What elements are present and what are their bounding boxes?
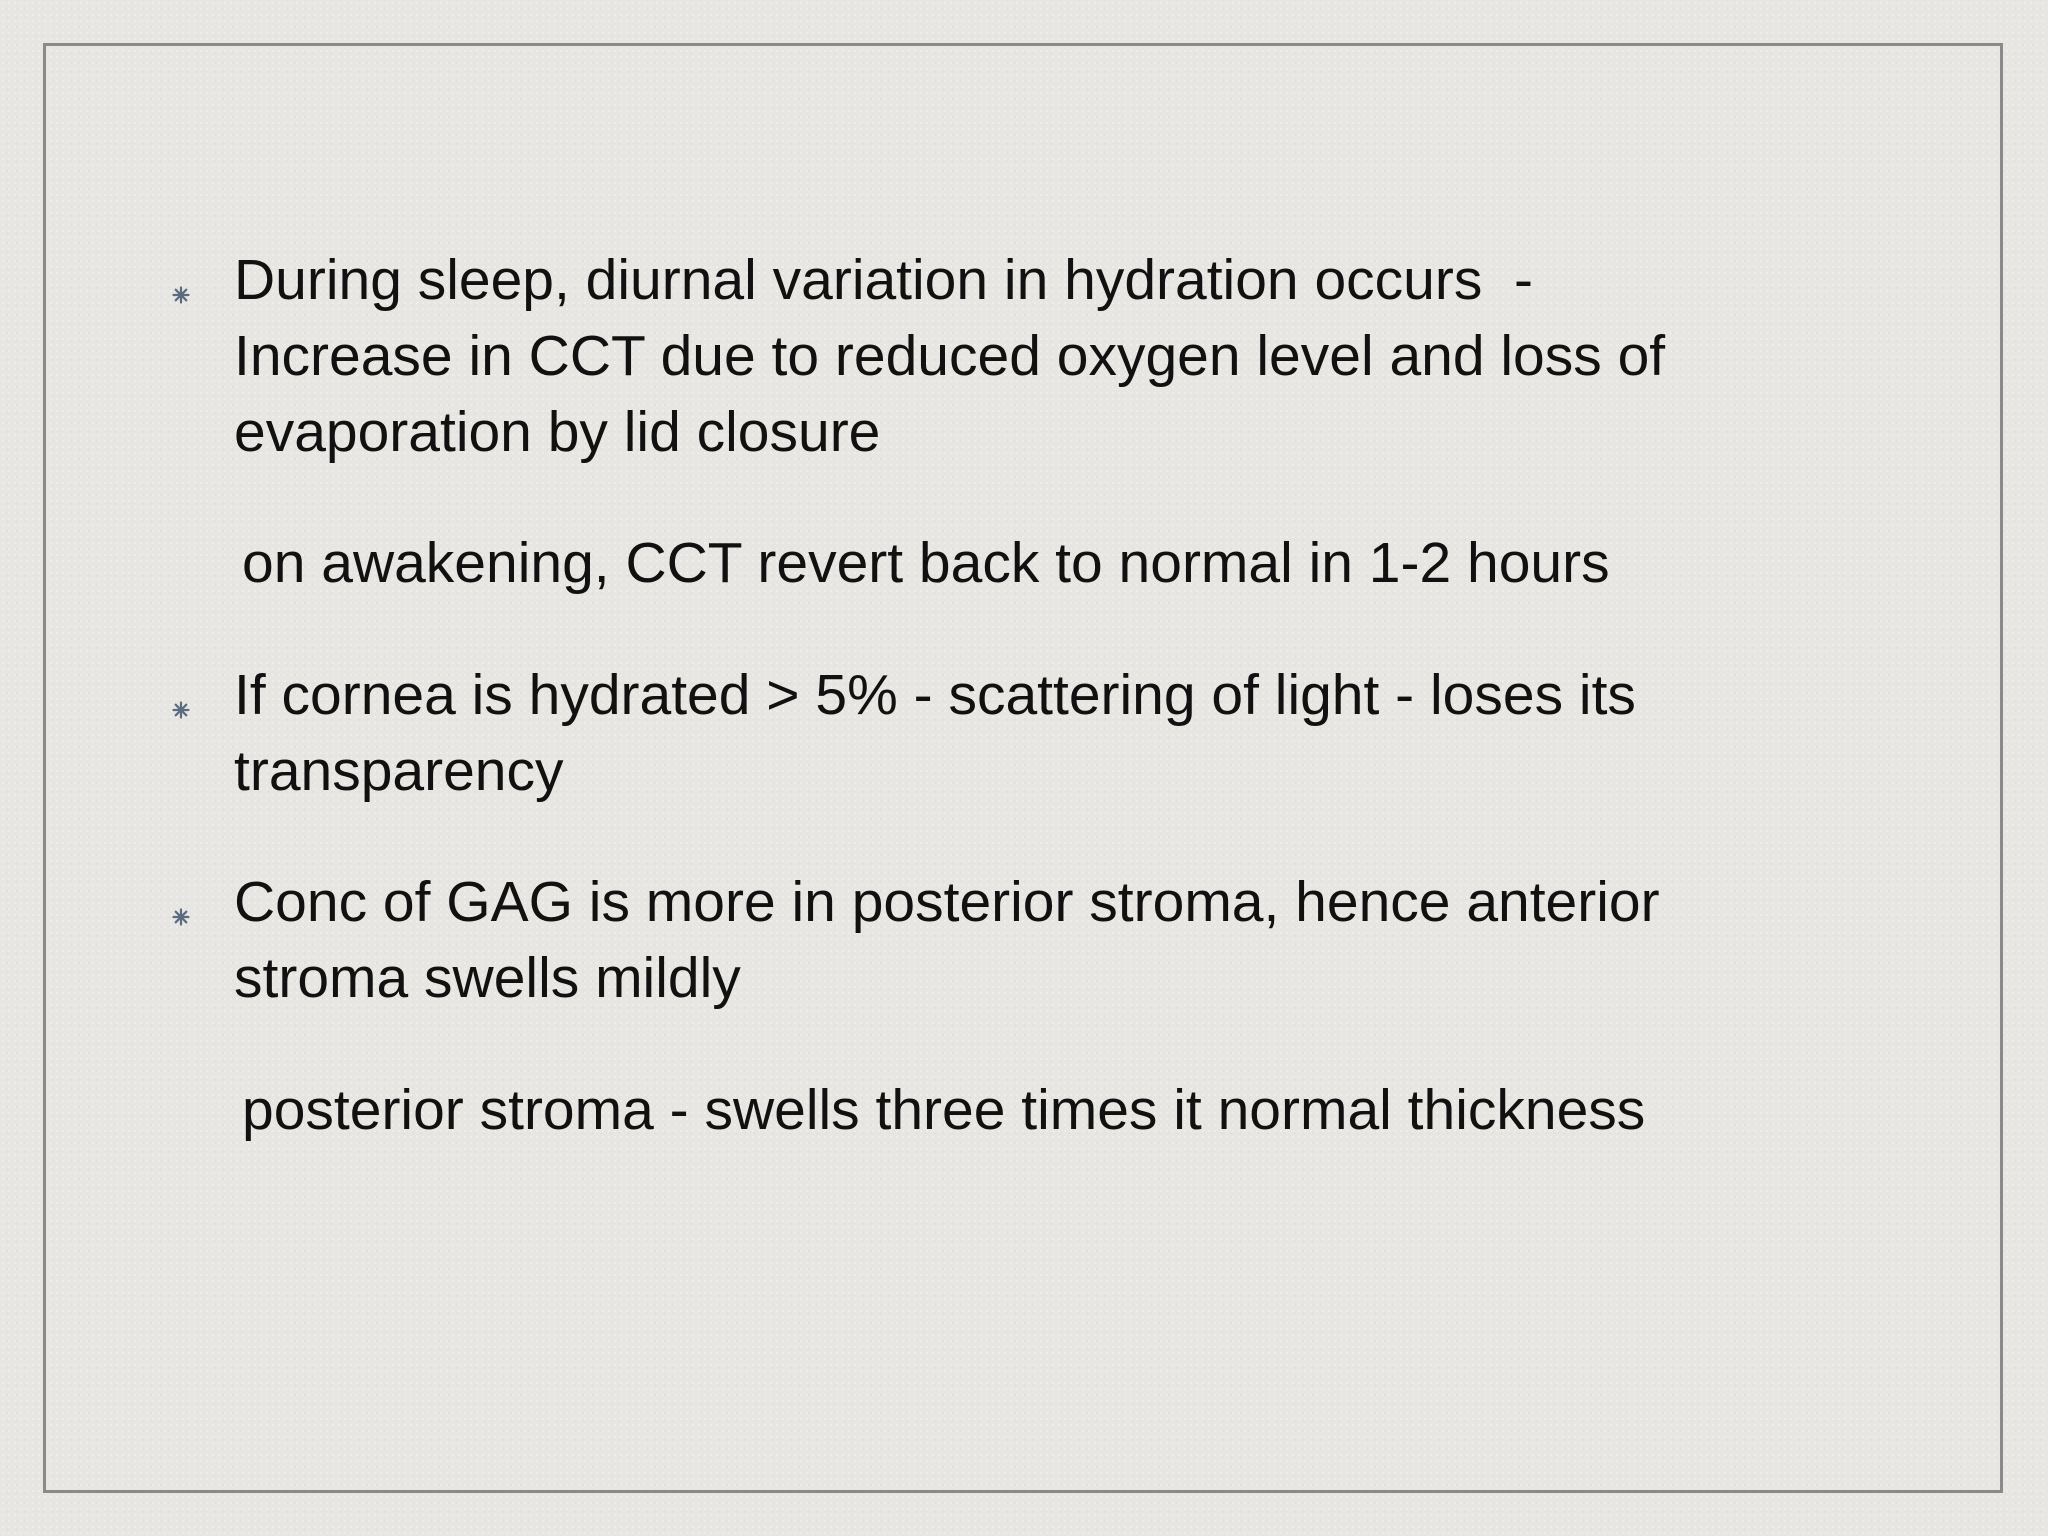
- sub-point-1: on awakening, CCT revert back to normal in 1-2 hours: [242, 531, 1610, 595]
- star-bullet-icon: [172, 908, 190, 926]
- star-bullet-icon: [172, 701, 190, 719]
- bullet-2-line-2: transparency: [234, 739, 564, 803]
- bullet-3-line-2: stroma swells mildly: [234, 946, 741, 1010]
- bullet-2-line-1: If cornea is hydrated > 5% - scattering of light - loses its: [234, 663, 1636, 727]
- bullet-2-text: [234, 657, 1636, 809]
- bullet-1-text: [234, 242, 1665, 470]
- bullet-1-line-2: Increase in CCT due to reduced oxygen level and loss of: [234, 324, 1666, 388]
- bullet-1-line-1: During sleep, diurnal variation in hydration occurs -: [234, 248, 1533, 312]
- sub-point-2: posterior stroma - swells three times it normal thickness: [242, 1078, 1646, 1142]
- bullet-3-text: [234, 864, 1660, 1016]
- bullet-1-line-3: evaporation by lid closure: [234, 400, 881, 464]
- bullet-3-line-1: Conc of GAG is more in posterior stroma, hence anterior: [234, 870, 1660, 934]
- star-bullet-icon: [172, 286, 190, 304]
